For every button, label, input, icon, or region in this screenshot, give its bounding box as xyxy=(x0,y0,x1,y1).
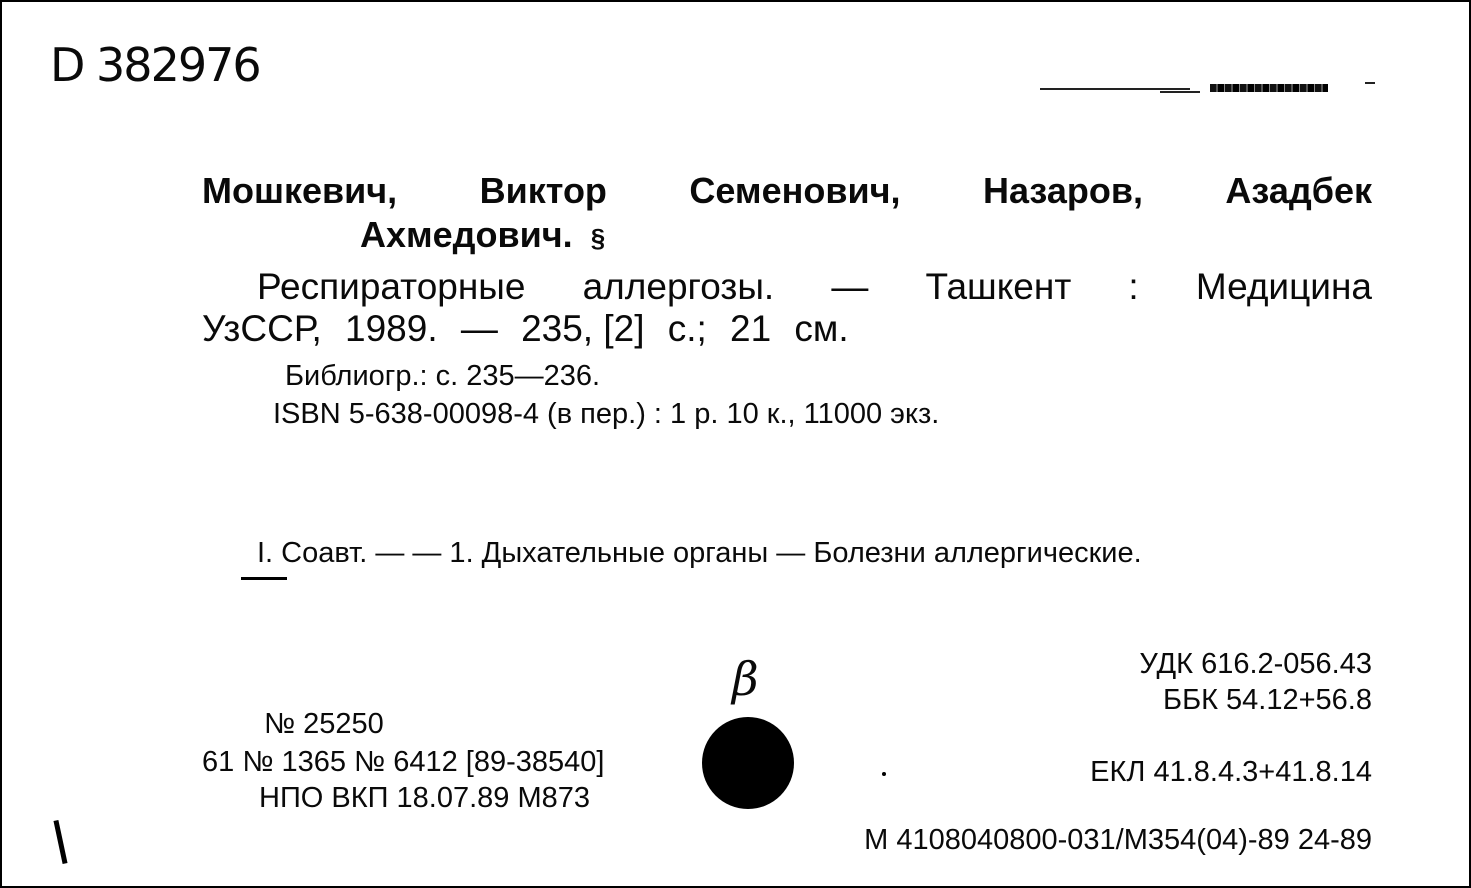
stamp-line xyxy=(1040,88,1330,92)
title-word: Медицина xyxy=(1195,266,1372,307)
subject-text: I. Соавт. — — 1. Дыхательные органы — Болезни аллергические. xyxy=(257,537,1142,569)
title-word: аллергозы. xyxy=(582,266,775,307)
isbn-line: ISBN 5-638-00098-4 (в пер.) : 1 р. 10 к., 11000 экз. xyxy=(273,398,940,430)
title-word: УзССР, xyxy=(202,308,322,349)
title-word: 235, [2] xyxy=(521,308,645,349)
title-word: 21 xyxy=(730,308,772,349)
title-word: 1989. xyxy=(345,308,438,349)
handwritten-note: β xyxy=(732,652,759,706)
edge-mark xyxy=(53,820,67,864)
title-word: — xyxy=(460,308,498,349)
ink-mark: § xyxy=(590,223,606,253)
author-word: Мошкевич, xyxy=(202,170,398,211)
authors-line-2 xyxy=(360,214,605,256)
call-number: D 382976 xyxy=(50,38,260,92)
author-word: Азадбек xyxy=(1225,170,1372,211)
title-line-2 xyxy=(202,308,862,350)
printer-info: НПО ВКП 18.07.89 М873 xyxy=(259,782,591,814)
title-word: Ташкент xyxy=(925,266,1072,307)
author-word: Семенович, xyxy=(689,170,901,211)
author-word: Назаров, xyxy=(982,170,1143,211)
title-word: см. xyxy=(794,308,849,349)
print-numbers: 61 № 1365 № 6412 [89-38540] xyxy=(202,746,605,778)
publisher-mark: М 4108040800-031/М354(04)-89 24-89 xyxy=(864,824,1372,856)
author-word: Виктор xyxy=(479,170,607,211)
udk-code: УДК 616.2-056.43 xyxy=(1139,648,1372,680)
authors-line-1 xyxy=(202,170,1372,212)
bibliography-note: Библиогр.: с. 235—236. xyxy=(285,360,601,392)
dot-mark xyxy=(882,772,886,776)
title-word: Респираторные xyxy=(257,266,526,307)
author-patronymic: Ахмедович. xyxy=(360,214,573,255)
order-number: № 25250 xyxy=(264,708,384,740)
title-line-1 xyxy=(257,266,1372,308)
title-word: — xyxy=(831,266,869,307)
title-word: : xyxy=(1128,266,1139,307)
ekl-code: ЕКЛ 41.8.4.3+41.8.14 xyxy=(1090,756,1372,788)
subject-headings xyxy=(257,537,1142,570)
punch-hole xyxy=(702,717,794,809)
title-word: с.; xyxy=(667,308,707,349)
underline-mark xyxy=(241,577,287,580)
bbk-code: ББК 54.12+56.8 xyxy=(1163,684,1372,716)
